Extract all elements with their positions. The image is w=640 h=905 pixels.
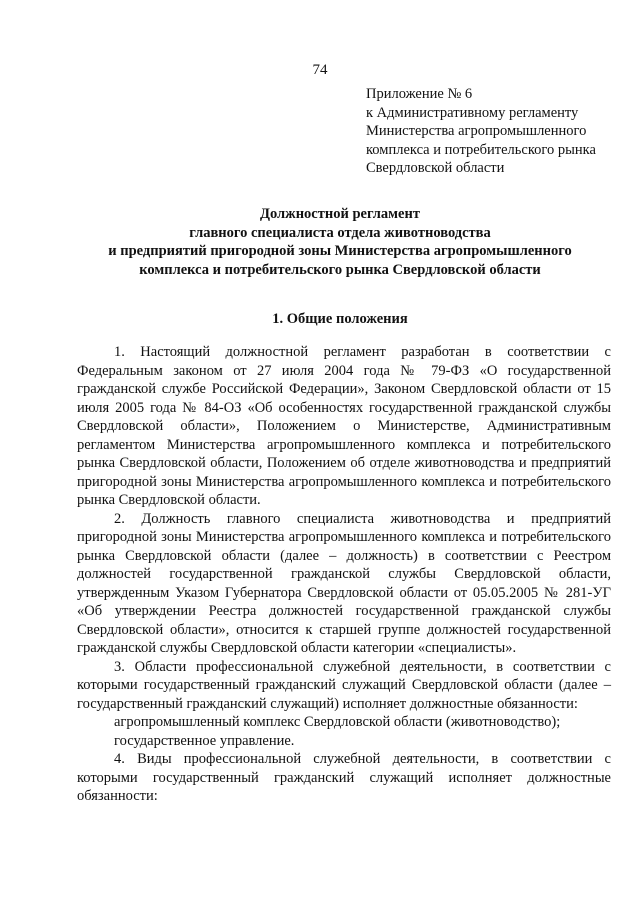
body-text	[77, 343, 611, 806]
section-heading: 1. Общие положения	[272, 311, 408, 327]
document-title	[60, 205, 620, 279]
list-item: агропромышленный комплекс Свердловской области (животноводство);	[114, 714, 561, 730]
list-item: государственное управление.	[114, 732, 295, 749]
appendix-line: Приложение № 6	[366, 86, 473, 102]
appendix-note	[366, 85, 626, 178]
appendix-line: Свердловской области	[366, 160, 505, 176]
appendix-line: комплекса и потребительского рынка	[366, 141, 596, 158]
title-line: Должностной регламент	[260, 206, 420, 222]
paragraph: 2. Должность главного специалиста животноводства и предприятий пригородной зоны Министерства агропромышленного комплекса и потребительского рынка Свердловской области (далее – должность) в соответствии с Реестром должностей государственной гражданской службы Свердловской области, утвержденным Указом Губернатора Свердловской области от 05.05.2005 № 281-УГ «Об утверждении Реестра должностей государственной гражданской службы Свердловской области», относится к старшей группе должностей государственной гражданской службы Свердловской области категории «специалисты».	[77, 510, 611, 656]
title-line: главного специалиста отдела животноводства	[189, 224, 491, 241]
page-number: 74	[312, 62, 328, 78]
appendix-line: Министерства агропромышленного	[366, 123, 587, 139]
title-line: и предприятий пригородной зоны Министерства агропромышленного	[108, 243, 572, 259]
appendix-line: к Административному регламенту	[366, 104, 579, 121]
paragraph: 4. Виды профессиональной служебной деятельности, в соответствии с которыми государственный гражданский служащий исполняет должностные обязанности:	[77, 751, 611, 804]
paragraph: 3. Области профессиональной служебной деятельности, в соответствии с которыми государственный гражданский служащий Свердловской области (далее – государственный гражданский служащий) исполняет должностные обязанности:	[77, 658, 611, 712]
paragraph: 1. Настоящий должностной регламент разработан в соответствии с Федеральным законом от 27 июля 2004 года № 79-ФЗ «О государственной гражданской службе Российской Федерации», Законом Свердловской области от 15 июля 2005 года № 84-ОЗ «Об особенностях государственной гражданской службы Свердловской области», Положением о Министерстве, Административным регламентом Министерства агропромышленного комплекса и потребительского рынка Свердловской области, Положением об отделе животноводства и предприятий пригородной зоны Министерства агропромышленного комплекса и потребительского рынка Свердловской области.	[77, 344, 611, 508]
title-line: комплекса и потребительского рынка Свердловской области	[139, 261, 541, 278]
